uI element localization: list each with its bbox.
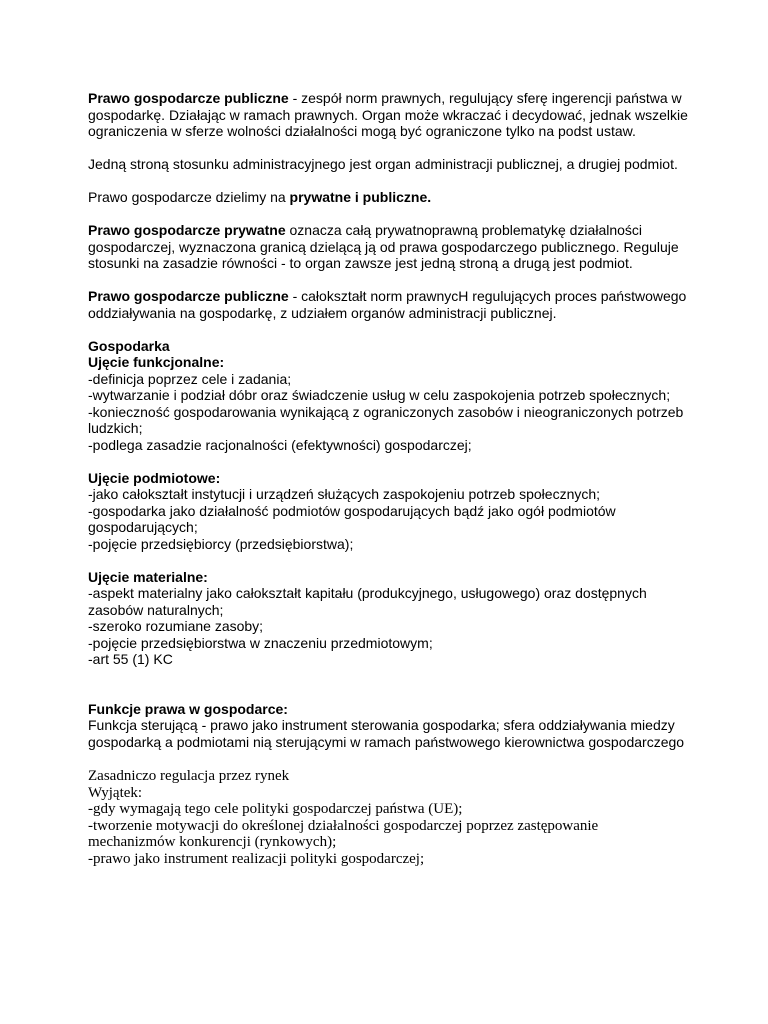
list-item: -art 55 (1) KC — [88, 651, 173, 667]
definition-text: - całokształt norm prawnycH regulujących proces państwowego oddziaływania na gospodarkę, z udziałem organów administracji publicznej. — [88, 288, 687, 321]
division-text: Prawo gospodarcze dzielimy na — [88, 189, 290, 205]
section-heading-functions — [88, 701, 688, 718]
list-item: -gdy wymagają tego cele polityki gospodarczej państwa (UE); — [88, 801, 463, 817]
heading-text: Funkcje prawa w gospodarce: — [88, 700, 288, 717]
list-item: -gospodarka jako działalność podmiotów gospodarujących bądź jako ogół podmiotów gospodarujących; — [88, 502, 616, 535]
list-item: -szeroko rozumiane zasoby; — [88, 618, 264, 634]
paragraph-steering-function: Funkcja sterującą - prawo jako instrument sterowania gospodarka; sfera oddziaływania miedzy gospodarką a podmiotami nią sterującymi w ramach państwowego kierownictwa gospodarczego — [88, 717, 685, 750]
list-item: -pojęcie przedsiębiorcy (przedsiębiorstwa); — [88, 535, 354, 552]
paragraph-public-law-process — [88, 288, 688, 321]
paragraph-private-law — [88, 222, 688, 272]
heading-text: Ujęcie funkcjonalne: — [88, 354, 225, 370]
term-public-law: Prawo gospodarcze publiczne — [88, 288, 289, 304]
list-item: -jako całokształt instytucji i urządzeń służących zaspokojeniu potrzeb społecznych; — [88, 486, 601, 502]
text-line: Zasadniczo regulacja przez rynek — [88, 768, 290, 784]
subheading-subjective — [88, 470, 688, 487]
definition-text: - zespół norm prawnych, regulujący sferę ingerencji państwa w gospodarkę. Działając w ramach prawnych. Organ może wkraczać i decydować, jednak wszelkie ograniczenia w sferze wolności działalności mogą być ograniczone tylko na podst ustaw. — [88, 90, 688, 139]
list-item: -pojęcie przedsiębiorstwa w znaczeniu przedmiotowym; — [88, 634, 433, 651]
section-market-regulation — [88, 768, 688, 867]
heading-text: Gospodarka — [88, 337, 170, 354]
paragraph-law-division — [88, 189, 688, 206]
list-item: -tworzenie motywacji do określonej działalności gospodarczej poprzez zastępowanie mechanizmów konkurencji (rynkowych); — [88, 817, 599, 850]
list-item: -wytwarzanie i podział dóbr oraz świadczenie usług w celu zaspokojenia potrzeb społecznych; — [88, 387, 671, 403]
list-item: -konieczność gospodarowania wynikającą z ograniczonych zasobów i nieograniczonych potrzeb ludzkich; — [88, 403, 684, 436]
division-bold: prywatne i publiczne. — [289, 189, 432, 205]
heading-text: Ujęcie materialne: — [88, 568, 208, 585]
list-item: -podlega zasadzie racjonalności (efektywności) gospodarczej; — [88, 436, 472, 453]
subheading-functional — [88, 354, 688, 371]
list-item: -aspekt materialny jako całokształt kapitału (produkcyjnego, usługowego) oraz dostępnych zasobów naturalnych; — [88, 585, 647, 618]
text-line: Wyjątek: — [88, 784, 143, 801]
paragraph-public-law-definition — [88, 90, 688, 140]
subheading-material — [88, 569, 688, 586]
list-item: -prawo jako instrument realizacji polityki gospodarczej; — [88, 850, 425, 867]
list-item: -definicja poprzez cele i zadania; — [88, 370, 292, 387]
section-heading-gospodarka — [88, 338, 688, 355]
definition-text: oznacza całą prywatnoprawną problematykę działalności gospodarczej, wyznaczona granicą dzielącą ją od prawa gospodarczego publicznego. Reguluje stosunki na zasadzie równości - to organ zawsze jest jedną stroną a drugą jest podmiot. — [88, 222, 679, 271]
term-public-law: Prawo gospodarcze publiczne — [88, 90, 289, 106]
document-body — [88, 90, 688, 867]
paragraph-administrative-relation: Jedną stroną stosunku administracyjnego jest organ administracji publicznej, a drugiej podmiot. — [88, 156, 678, 172]
heading-text: Ujęcie podmiotowe: — [88, 469, 221, 486]
term-private-law: Prawo gospodarcze prywatne — [88, 222, 286, 238]
